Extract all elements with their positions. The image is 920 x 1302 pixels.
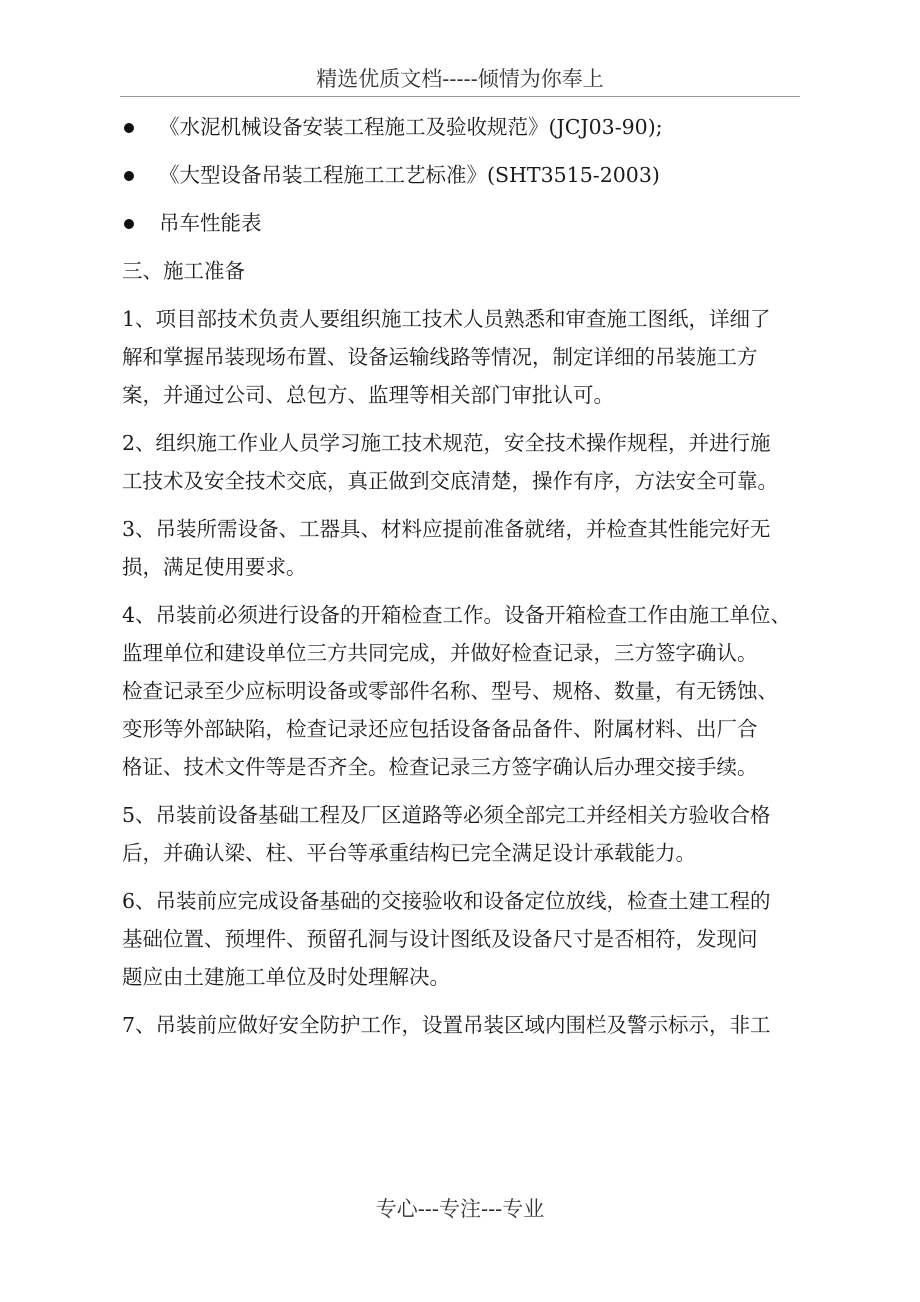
- paragraph-line: 后，并确认梁、柱、平台等承重结构已完全满足设计承载能力。: [122, 841, 696, 865]
- bullet-dot-icon: [124, 171, 134, 181]
- page-footer: 专心---专注---专业: [375, 1197, 545, 1221]
- paragraph-line: 监理单位和建设单位三方共同完成，并做好检查记录，三方签字确认。: [122, 641, 758, 665]
- paragraph-line: 3、吊装所需设备、工器具、材料应提前准备就绪，并检查其性能完好无: [122, 517, 771, 541]
- paragraph: [122, 882, 812, 996]
- paragraph-line: 解和掌握吊装现场布置、设备运输线路等情况，制定详细的吊装施工方: [122, 345, 758, 369]
- paragraph: [122, 300, 812, 414]
- paragraph: [122, 510, 812, 586]
- paragraph: [122, 796, 812, 872]
- page-header: 精选优质文档-----倾情为你奉上: [316, 67, 604, 91]
- paragraph-line: 工技术及安全技术交底，真正做到交底清楚，操作有序，方法安全可靠。: [122, 469, 778, 493]
- section-title: 三、施工准备: [122, 259, 245, 283]
- bullet-dot-icon: [124, 123, 134, 133]
- bullet-text: 吊车性能表: [159, 211, 262, 235]
- paragraph: [122, 424, 812, 500]
- paragraph-line: 1、项目部技术负责人要组织施工技术人员熟悉和审查施工图纸，详细了: [122, 307, 771, 331]
- paragraph: [122, 1006, 812, 1044]
- paragraph-line: 检查记录至少应标明设备或零部件名称、型号、规格、数量，有无锈蚀、: [122, 679, 778, 703]
- bullet-text: 《水泥机械设备安装工程施工及验收规范》(JCJ03-90);: [159, 115, 663, 139]
- paragraph-line: 基础位置、预埋件、预留孔洞与设计图纸及设备尺寸是否相符，发现问: [122, 927, 758, 951]
- paragraph-line: 7、吊装前应做好安全防护工作，设置吊装区域内围栏及警示标示，非工: [122, 1013, 771, 1037]
- bullet-item: [122, 204, 812, 242]
- paragraph-line: 变形等外部缺陷，检查记录还应包括设备备品备件、附属材料、出厂合: [122, 717, 758, 741]
- paragraph-line: 格证、技术文件等是否齐全。检查记录三方签字确认后办理交接手续。: [122, 755, 758, 779]
- bullet-item: [122, 156, 812, 194]
- paragraph: [122, 596, 812, 786]
- document-body: [122, 108, 812, 1044]
- header-divider: [120, 96, 800, 97]
- paragraph-line: 损，满足使用要求。: [122, 555, 307, 579]
- bullet-text: 《大型设备吊装工程施工工艺标准》(SHT3515-2003): [159, 163, 660, 187]
- paragraph-line: 案，并通过公司、总包方、监理等相关部门审批认可。: [122, 383, 614, 407]
- paragraph-line: 4、吊装前必须进行设备的开箱检查工作。设备开箱检查工作由施工单位、: [122, 603, 792, 627]
- paragraph-line: 5、吊装前设备基础工程及厂区道路等必须全部完工并经相关方验收合格: [122, 803, 771, 827]
- bullet-dot-icon: [124, 219, 134, 229]
- paragraph-line: 题应由土建施工单位及时处理解决。: [122, 965, 450, 989]
- bullet-item: [122, 108, 812, 146]
- paragraph-line: 2、组织施工作业人员学习施工技术规范，安全技术操作规程，并进行施: [122, 431, 771, 455]
- paragraph-line: 6、吊装前应完成设备基础的交接验收和设备定位放线，检查土建工程的: [122, 889, 771, 913]
